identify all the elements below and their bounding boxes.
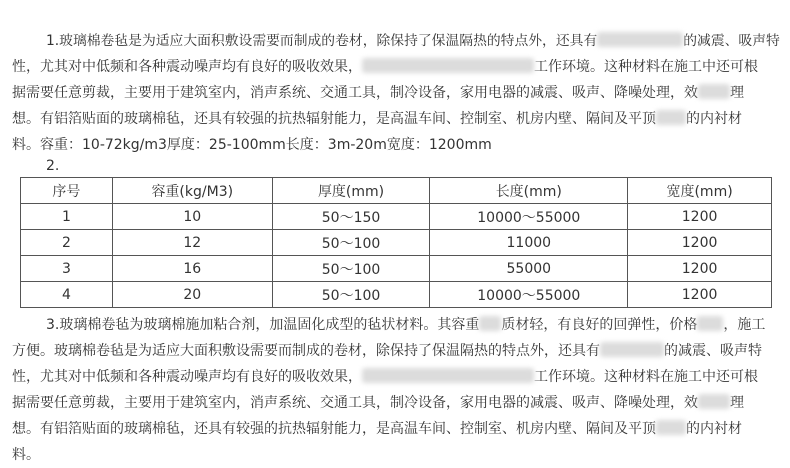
redacted-text (656, 420, 686, 435)
paragraph-line: 3.玻璃棉卷毡为玻璃棉施加粘合剂，加温固化成型的毡状材料。其容重 质材轻，有良好的回弹性，价格 ，施工 (46, 317, 766, 333)
table-cell: 1 (21, 204, 113, 230)
redacted-text (362, 368, 534, 383)
table-cell: 3 (21, 256, 113, 282)
table-row (21, 230, 772, 256)
table-row (21, 204, 772, 230)
redacted-text (656, 110, 686, 125)
table-cell: 50～100 (272, 282, 430, 308)
header-width: 宽度(mm) (628, 178, 772, 204)
redacted-text (479, 316, 501, 331)
paragraph-line: 想。有铝箔贴面的玻璃棉毡，还具有较强的抗热辐射能力，是高温车间、控制室、机房内壁、隔间及平顶 的内衬材 (12, 111, 742, 127)
paragraph-line: 想。有铝箔贴面的玻璃棉毡，还具有较强的抗热辐射能力，是高温车间、控制室、机房内壁、隔间及平顶 的内衬材 (12, 421, 742, 437)
table-cell: 16 (112, 256, 272, 282)
table-cell: 50～100 (272, 230, 430, 256)
paragraph-line: 性，尤其对中低频和各种震动噪声均有良好的吸收效果， 工作环境。这种材料在施工中还可根 (12, 369, 758, 385)
paragraph-line: 据需要任意剪裁，主要用于建筑室内，消声系统、交通工具，制冷设备，家用电器的减震、吸声、降噪处理，效 理 (12, 85, 744, 101)
table-cell: 20 (112, 282, 272, 308)
header-density: 容重(kg/M3) (112, 178, 272, 204)
table-cell: 1200 (628, 204, 772, 230)
header-length: 长度(mm) (430, 178, 628, 204)
table-cell: 55000 (430, 256, 628, 282)
section-2-number: 2. (46, 158, 60, 174)
header-thickness: 厚度(mm) (272, 178, 430, 204)
paragraph-line: 方便。玻璃棉卷毡是为适应大面积敷设需要而制成的卷材，除保持了保温隔热的特点外，还具有 的减震、吸声特 (12, 343, 762, 359)
table-cell: 2 (21, 230, 113, 256)
table-header-row (21, 178, 772, 204)
table-row (21, 282, 772, 308)
redacted-text (697, 316, 723, 331)
table-cell: 10000～55000 (430, 204, 628, 230)
table-cell: 10 (112, 204, 272, 230)
table-cell: 11000 (430, 230, 628, 256)
table-cell: 50～150 (272, 204, 430, 230)
table-row (21, 256, 772, 282)
header-seq: 序号 (21, 178, 113, 204)
redacted-text (597, 32, 683, 47)
table-cell: 12 (112, 230, 272, 256)
paragraph-line: 料。 (12, 447, 40, 463)
paragraph-line: 性，尤其对中低频和各种震动噪声均有良好的吸收效果， 工作环境。这种材料在施工中还可根 (12, 59, 758, 75)
table-cell: 1200 (628, 256, 772, 282)
paragraph-3 (12, 312, 782, 468)
paragraph-1 (12, 28, 782, 158)
table-cell: 4 (21, 282, 113, 308)
table-cell: 1200 (628, 230, 772, 256)
paragraph-line: 料。容重：10-72kg/m3厚度：25-100mm长度：3m-20m宽度：1200mm (12, 137, 492, 153)
redacted-text (600, 342, 664, 357)
redacted-text (362, 58, 534, 73)
table-cell: 50～100 (272, 256, 430, 282)
redacted-text (698, 394, 730, 409)
spec-table (20, 177, 772, 308)
paragraph-line: 据需要任意剪裁，主要用于建筑室内，消声系统、交通工具，制冷设备，家用电器的减震、吸声、降噪处理，效 理 (12, 395, 744, 411)
paragraph-line: 1.玻璃棉卷毡是为适应大面积敷设需要而制成的卷材，除保持了保温隔热的特点外，还具有 的减震、吸声特 (46, 33, 780, 49)
table-cell: 1200 (628, 282, 772, 308)
table-cell: 10000～55000 (430, 282, 628, 308)
redacted-text (698, 84, 730, 99)
